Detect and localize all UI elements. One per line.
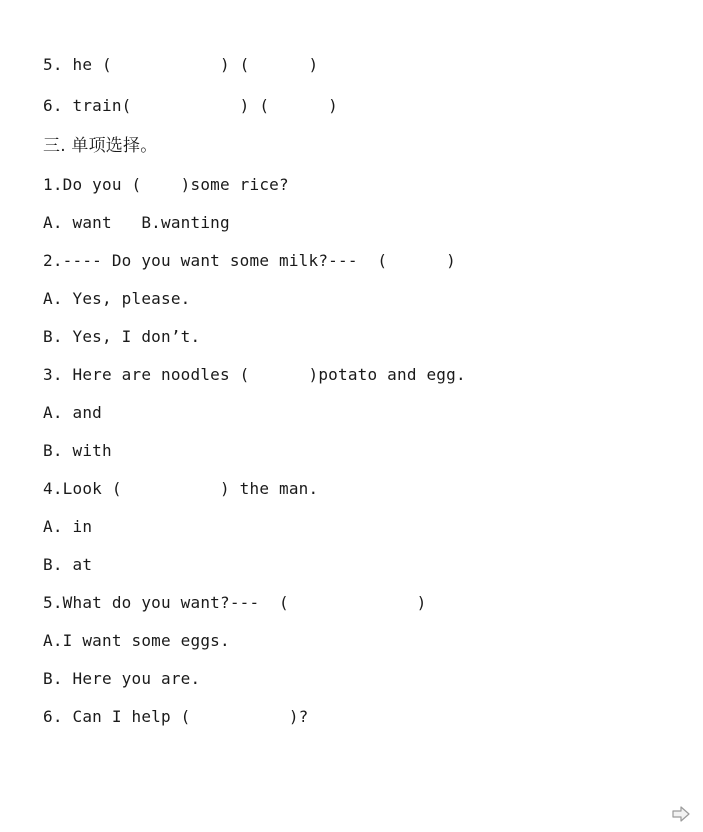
question-line: 3. Here are noodles ( )potato and egg. xyxy=(43,365,466,384)
option-line: B. Yes, I don’t. xyxy=(43,327,201,346)
section-heading: 三. 单项选择。 xyxy=(43,136,158,156)
question-line: 4.Look ( ) the man. xyxy=(43,479,319,498)
option-line: B. Here you are. xyxy=(43,669,201,688)
question-line: 6. train( ) ( ) xyxy=(43,96,338,115)
question-line: 6. Can I help ( )? xyxy=(43,707,309,726)
option-line: A. Yes, please. xyxy=(43,289,191,308)
option-line: A. want B.wanting xyxy=(43,213,230,232)
option-line: A. in xyxy=(43,517,93,536)
question-line: 1.Do you ( )some rice? xyxy=(43,175,289,194)
option-line: A.I want some eggs. xyxy=(43,631,230,650)
option-line: B. with xyxy=(43,441,112,460)
question-line: 5. he ( ) ( ) xyxy=(43,55,319,74)
right-arrow-icon[interactable] xyxy=(671,806,691,822)
question-line: 2.---- Do you want some milk?--- ( ) xyxy=(43,251,456,270)
option-line: A. and xyxy=(43,403,102,422)
option-line: B. at xyxy=(43,555,93,574)
question-line: 5.What do you want?--- ( ) xyxy=(43,593,427,612)
